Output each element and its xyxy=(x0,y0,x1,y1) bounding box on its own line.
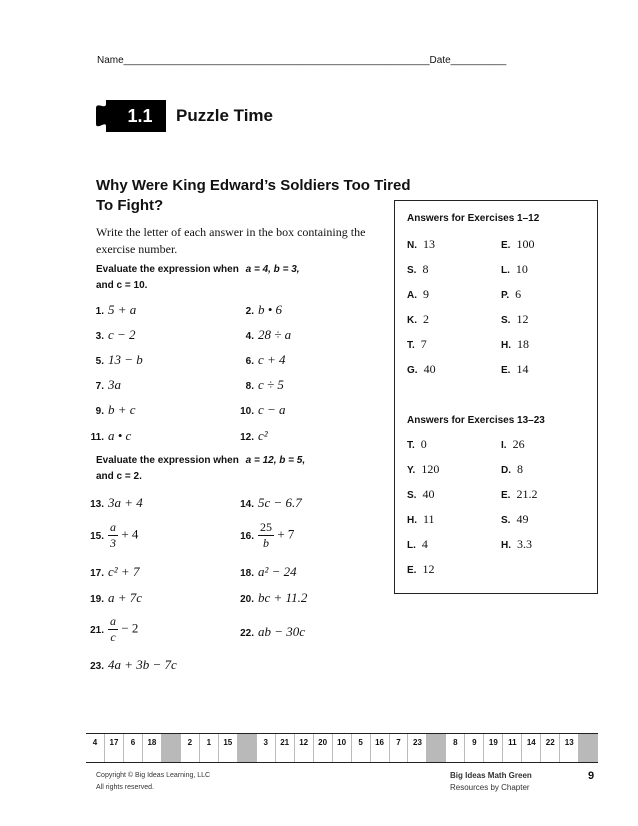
answers-1-heading: Answers for Exercises 1–12 xyxy=(407,213,540,224)
answer-item xyxy=(501,287,521,302)
book-subtitle: Resources by Chapter xyxy=(450,783,530,792)
answer-value: 21.2 xyxy=(516,487,538,501)
section-2-vars: a = 12, b = 5, xyxy=(245,455,306,466)
answer-item xyxy=(407,337,427,352)
answer-letter: S. xyxy=(501,515,511,526)
decoder-cell: 17 xyxy=(105,734,124,762)
exercise-11: 11. a • c xyxy=(90,428,132,443)
answer-value: 14 xyxy=(516,362,529,376)
answer-value: 49 xyxy=(516,512,529,526)
section-2-line2: and c = 2. xyxy=(96,471,142,482)
exercise-12: 12. c² xyxy=(240,428,268,443)
answer-value: 40 xyxy=(423,362,436,376)
answer-value: 4 xyxy=(421,537,428,551)
answer-letter: K. xyxy=(407,315,417,326)
exercise-16: 16. $\frac{25}{b}$ + 7 xyxy=(240,520,295,550)
decoder-cell: 14 xyxy=(522,734,541,762)
decoder-cell: 4 xyxy=(86,734,105,762)
answer-letter: I. xyxy=(501,440,507,451)
copyright xyxy=(96,770,210,794)
answer-item xyxy=(501,512,528,527)
answer-value: 8 xyxy=(517,462,523,476)
answer-value: 6 xyxy=(515,287,522,301)
section-1-prefix: Evaluate the expression when xyxy=(96,264,239,275)
page-title: Puzzle Time xyxy=(176,106,273,125)
answer-value: 12 xyxy=(516,312,529,326)
answer-item xyxy=(501,237,534,252)
answer-item xyxy=(407,537,428,552)
answer-item xyxy=(407,487,434,502)
answer-value: 2 xyxy=(423,312,429,326)
answer-value: 8 xyxy=(422,262,429,276)
decoder-cell: 12 xyxy=(295,734,314,762)
decoder-cell: 16 xyxy=(371,734,390,762)
decoder-cell: 8 xyxy=(446,734,465,762)
exercise-6: 6. c + 4 xyxy=(245,352,286,367)
exercise-13: 13. 3a + 4 xyxy=(90,495,143,510)
decoder-cell: 11 xyxy=(503,734,522,762)
section-2-prefix: Evaluate the expression when xyxy=(96,455,239,466)
answer-item xyxy=(407,462,439,477)
answer-value: 100 xyxy=(516,237,535,251)
section-1-line2: and c = 10. xyxy=(96,280,148,291)
answer-value: 13 xyxy=(423,237,435,251)
answer-letter: G. xyxy=(407,365,418,376)
answer-value: 9 xyxy=(423,287,429,301)
decoder-blank-cell xyxy=(579,734,598,762)
answer-letter: H. xyxy=(501,340,511,351)
decoder-blank-cell xyxy=(162,734,181,762)
decoder-cell: 1 xyxy=(200,734,219,762)
riddle-line-2: To Fight? xyxy=(96,197,164,214)
name-date-line: Name_______________________________________________________Date__________ xyxy=(97,55,507,66)
answer-item xyxy=(501,262,528,277)
exercise-7: 7. 3a xyxy=(95,377,121,392)
answer-letter: H. xyxy=(501,540,511,551)
answer-item xyxy=(501,337,529,352)
exercise-3: 3. c − 2 xyxy=(95,327,136,342)
answer-value: 12 xyxy=(422,562,435,576)
answer-item xyxy=(407,312,429,327)
answer-letter: E. xyxy=(501,365,511,376)
book-info xyxy=(450,770,532,794)
fraction: $\frac{a}{c}$ xyxy=(110,614,116,644)
exercise-5: 5. 13 − b xyxy=(95,352,143,367)
decoder-cell: 2 xyxy=(181,734,200,762)
answer-item xyxy=(501,462,523,477)
answer-letter: T. xyxy=(407,440,415,451)
answer-letter: L. xyxy=(501,265,510,276)
section-1-heading xyxy=(96,262,300,294)
instructions: Write the letter of each answer in the box containing the exercise number. xyxy=(96,225,366,256)
decoder-cell: 7 xyxy=(390,734,409,762)
answer-letter: S. xyxy=(501,315,511,326)
answer-value: 26 xyxy=(512,437,525,451)
fraction: $\frac{a}{3}$ xyxy=(110,520,116,550)
answer-letter: Y. xyxy=(407,465,416,476)
answer-item xyxy=(407,237,435,252)
exercise-19: 19. a + 7c xyxy=(90,590,143,605)
exercise-9: 9. b + c xyxy=(95,402,136,417)
answer-value: 11 xyxy=(423,512,435,526)
copyright-line: Copyright © Big Ideas Learning, LLC xyxy=(96,772,211,779)
answer-item xyxy=(407,262,428,277)
decoder-cell: 3 xyxy=(257,734,276,762)
answer-letter: H. xyxy=(407,515,417,526)
section-1-vars: a = 4, b = 3, xyxy=(245,264,300,275)
decoder-cell: 19 xyxy=(484,734,503,762)
exercise-22: 22. ab − 30c xyxy=(240,624,306,639)
decoder-cell: 9 xyxy=(465,734,484,762)
exercise-20: 20. bc + 11.2 xyxy=(240,590,308,605)
answer-item xyxy=(407,437,427,452)
answer-item xyxy=(501,487,537,502)
rights-line: All rights reserved. xyxy=(96,784,154,791)
book-title: Big Ideas Math Green xyxy=(450,771,532,780)
answer-letter: P. xyxy=(501,290,510,301)
answer-value: 10 xyxy=(515,262,528,276)
exercise-14: 14. 5c − 6.7 xyxy=(240,495,302,510)
riddle-question xyxy=(96,176,411,216)
exercise-10: 10. c − a xyxy=(240,402,286,417)
answer-value: 18 xyxy=(517,337,529,351)
decoder-strip xyxy=(86,733,598,763)
decoder-cell: 6 xyxy=(124,734,143,762)
answer-letter: E. xyxy=(501,490,511,501)
decoder-cell: 5 xyxy=(352,734,371,762)
answer-value: 40 xyxy=(422,487,435,501)
answer-item xyxy=(501,537,532,552)
decoder-cell: 18 xyxy=(143,734,162,762)
exercise-23: 23. 4a + 3b − 7c xyxy=(90,657,177,672)
exercise-8: 8. c ÷ 5 xyxy=(245,377,284,392)
decoder-cell: 20 xyxy=(314,734,333,762)
section-2-heading xyxy=(96,453,305,485)
exercise-1: 1. 5 + a xyxy=(95,302,137,317)
answer-value: 0 xyxy=(420,437,427,451)
answers-2-heading: Answers for Exercises 13–23 xyxy=(407,415,545,426)
fraction: $\frac{25}{b}$ xyxy=(260,520,272,550)
decoder-blank-cell xyxy=(238,734,257,762)
answer-letter: S. xyxy=(407,490,417,501)
answer-item xyxy=(501,437,525,452)
answer-letter: E. xyxy=(501,240,511,251)
answer-item xyxy=(501,362,528,377)
answer-letter: D. xyxy=(501,465,511,476)
answer-value: 7 xyxy=(420,337,427,351)
answer-letter: E. xyxy=(407,565,417,576)
answer-item xyxy=(501,312,528,327)
decoder-cell: 23 xyxy=(408,734,427,762)
answer-box xyxy=(394,200,598,594)
exercise-17: 17. c² + 7 xyxy=(90,564,140,579)
exercise-21: 21. $\frac{a}{c}$ − 2 xyxy=(90,614,139,644)
riddle-line-1: Why Were King Edward’s Soldiers Too Tired xyxy=(96,177,411,194)
answer-letter: T. xyxy=(407,340,415,351)
page-number: 9 xyxy=(588,770,595,782)
answer-item xyxy=(407,562,434,577)
answer-letter: A. xyxy=(407,290,417,301)
decoder-cell: 22 xyxy=(541,734,560,762)
answer-letter: N. xyxy=(407,240,417,251)
answer-item xyxy=(407,287,429,302)
decoder-cell: 10 xyxy=(333,734,352,762)
answer-value: 120 xyxy=(421,462,440,476)
decoder-cell: 13 xyxy=(560,734,579,762)
answer-item xyxy=(407,512,435,527)
exercise-4: 4. 28 ÷ a xyxy=(245,327,292,342)
exercise-18: 18. a² − 24 xyxy=(240,564,297,579)
decoder-cell: 21 xyxy=(276,734,295,762)
decoder-cell: 15 xyxy=(219,734,238,762)
exercise-15: 15. $\frac{a}{3}$ + 4 xyxy=(90,520,139,550)
answer-letter: L. xyxy=(407,540,416,551)
section-badge: 1.1 xyxy=(114,100,166,132)
decoder-blank-cell xyxy=(427,734,446,762)
exercise-2: 2. b • 6 xyxy=(245,302,283,317)
answer-letter: S. xyxy=(407,265,417,276)
answer-item xyxy=(407,362,436,377)
answer-value: 3.3 xyxy=(517,537,532,551)
